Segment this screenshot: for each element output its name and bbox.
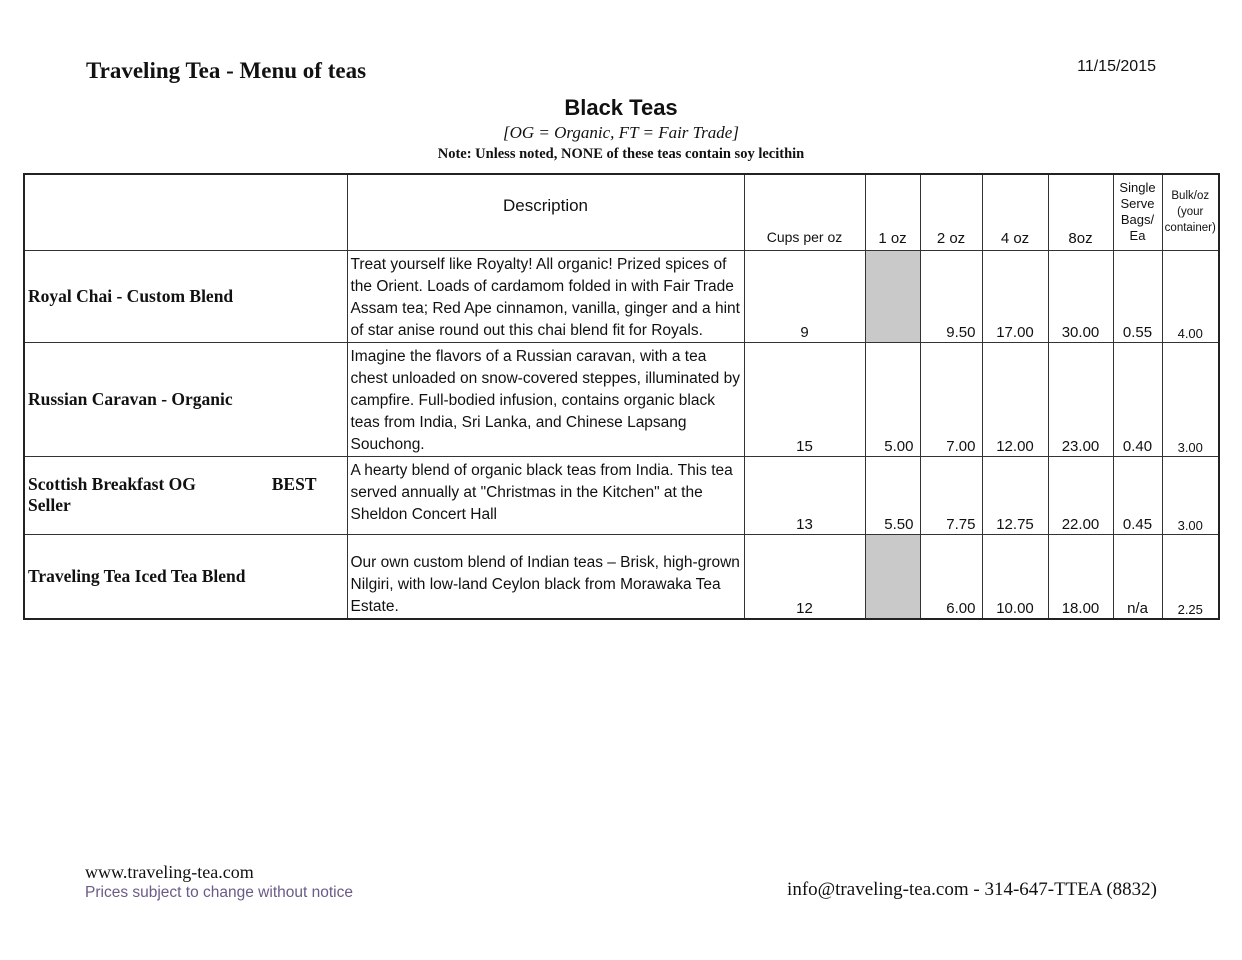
tea-name: Royal Chai - Custom Blend bbox=[24, 250, 347, 342]
price-8oz: 22.00 bbox=[1048, 456, 1113, 534]
table-row bbox=[24, 250, 1219, 342]
price-8oz: 23.00 bbox=[1048, 342, 1113, 456]
price-2oz: 6.00 bbox=[920, 534, 982, 619]
cups-per-oz-value: 13 bbox=[744, 456, 865, 534]
page-date: 11/15/2015 bbox=[1077, 58, 1156, 75]
price-single-serve: n/a bbox=[1113, 534, 1162, 619]
tea-name: Traveling Tea Iced Tea Blend bbox=[24, 534, 347, 619]
table-row bbox=[24, 342, 1219, 456]
footer-website-link[interactable]: www.traveling-tea.com bbox=[85, 862, 254, 882]
price-1oz-unavailable bbox=[865, 250, 920, 342]
price-1oz-unavailable bbox=[865, 534, 920, 619]
price-2oz: 7.75 bbox=[920, 456, 982, 534]
price-bulk: 3.00 bbox=[1162, 456, 1219, 534]
header-cups-per-oz: Cups per oz bbox=[744, 174, 865, 250]
header-2oz: 2 oz bbox=[920, 174, 982, 250]
price-4oz: 12.00 bbox=[982, 342, 1048, 456]
price-single-serve: 0.40 bbox=[1113, 342, 1162, 456]
table-header-row bbox=[24, 174, 1219, 250]
price-2oz: 9.50 bbox=[920, 250, 982, 342]
header-8oz: 8oz bbox=[1048, 174, 1113, 250]
tea-menu-table bbox=[23, 173, 1220, 620]
price-8oz: 30.00 bbox=[1048, 250, 1113, 342]
header-4oz: 4 oz bbox=[982, 174, 1048, 250]
section-subtitle: [OG = Organic, FT = Fair Trade] bbox=[503, 123, 739, 142]
cups-per-oz-value: 12 bbox=[744, 534, 865, 619]
price-1oz: 5.00 bbox=[865, 342, 920, 456]
section-title: Black Teas bbox=[564, 95, 678, 120]
table-row bbox=[24, 534, 1219, 619]
header-bulk: Bulk/oz (your container) bbox=[1162, 174, 1219, 250]
price-single-serve: 0.55 bbox=[1113, 250, 1162, 342]
table-row bbox=[24, 456, 1219, 534]
tea-description: Treat yourself like Royalty! All organic! Prized spices of the Orient. Loads of cardamom folded in with Fair Trade Assam tea; Red Ape cinnamon, vanilla, ginger and a hint of star anise round out this chai blend fit for Royals. bbox=[347, 250, 744, 342]
tea-description: Our own custom blend of Indian teas – Brisk, high-grown Nilgiri, with low-land Ceylon black from Morawaka Tea Estate. bbox=[347, 534, 744, 619]
price-bulk: 4.00 bbox=[1162, 250, 1219, 342]
tea-name-line2: Seller bbox=[28, 495, 71, 515]
best-seller-badge: BEST bbox=[271, 474, 317, 494]
footer-contact: info@traveling-tea.com - 314-647-TTEA (8832) bbox=[787, 879, 1157, 900]
price-4oz: 10.00 bbox=[982, 534, 1048, 619]
header-name-cell bbox=[24, 174, 347, 250]
price-bulk: 3.00 bbox=[1162, 342, 1219, 456]
price-8oz: 18.00 bbox=[1048, 534, 1113, 619]
tea-name-cell bbox=[24, 456, 347, 534]
page-title: Traveling Tea - Menu of teas bbox=[86, 58, 367, 83]
price-4oz: 12.75 bbox=[982, 456, 1048, 534]
header-description: Description bbox=[347, 174, 744, 250]
tea-name: Russian Caravan - Organic bbox=[24, 342, 347, 456]
tea-description: Imagine the flavors of a Russian caravan, with a tea chest unloaded on snow-covered steppes, illuminated by campfire. Full-bodied infusion, contains organic black teas from India, Sri Lanka, and Chinese Lapsang Souchong. bbox=[347, 342, 744, 456]
price-2oz: 7.00 bbox=[920, 342, 982, 456]
price-single-serve: 0.45 bbox=[1113, 456, 1162, 534]
price-4oz: 17.00 bbox=[982, 250, 1048, 342]
header-1oz: 1 oz bbox=[865, 174, 920, 250]
section-note: Note: Unless noted, NONE of these teas contain soy lecithin bbox=[437, 146, 805, 162]
header-single-serve: Single Serve Bags/ Ea bbox=[1113, 174, 1162, 250]
cups-per-oz-value: 9 bbox=[744, 250, 865, 342]
tea-name: Scottish Breakfast OG bbox=[28, 474, 196, 494]
price-bulk: 2.25 bbox=[1162, 534, 1219, 619]
price-1oz: 5.50 bbox=[865, 456, 920, 534]
footer-price-note: Prices subject to change without notice bbox=[85, 884, 353, 901]
tea-description: A hearty blend of organic black teas from India. This tea served annually at "Christmas in the Kitchen" at the Sheldon Concert Hall bbox=[347, 456, 744, 534]
cups-per-oz-value: 15 bbox=[744, 342, 865, 456]
